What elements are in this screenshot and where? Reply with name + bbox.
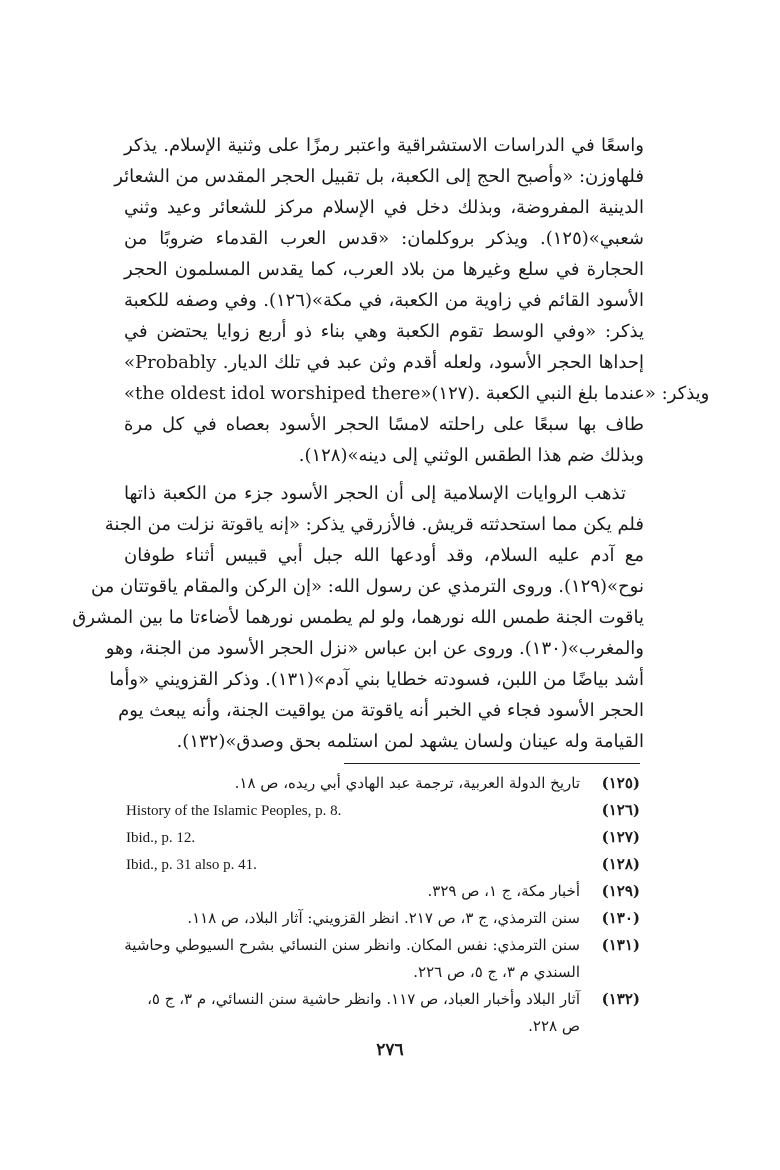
text-line: وبذلك ضم هذا الطقس الوثني إلى دينه»(١٢٨).: [298, 445, 644, 466]
footnote-number: (١٢٦): [601, 801, 640, 819]
text-line: يذكر: «وفي الوسط تقوم الكعبة وهي بناء ذو أربع زوايا يحتضن في: [124, 321, 644, 342]
text-line: ياقوت الجنة طمس الله نورهما، ولو لم يطمس نورهما لأضاءتا ما بين المشرق: [72, 607, 644, 628]
text-line: فلهاوزن: «وأصبح الحج إلى الكعبة، بل تقبيل الحجر المقدس من الشعائر: [114, 166, 644, 187]
text-line: إحداها الحجر الأسود، ولعله أقدم وثن عبد في تلك الديار. Probably»: [124, 352, 644, 373]
footnote-text: History of the Islamic Peoples, p. 8.: [126, 803, 342, 819]
footnote-number: (١٣٠): [601, 909, 640, 927]
footnote-text: تاريخ الدولة العربية، ترجمة عبد الهادي أبي ريده، ص ١٨.: [234, 774, 580, 792]
text-line: مع آدم عليه السلام، وقد أودعها الله جبل أبي قبيس أثناء طوفان: [124, 545, 644, 566]
text-line: واسعًا في الدراسات الاستشراقية واعتبر رمزًا على وثنية الإسلام. يذكر: [124, 135, 644, 156]
text-line: والمغرب»(١٣٠). وروى عن ابن عباس «نزل الحجر الأسود من الجنة، وهو: [105, 638, 644, 659]
footnote: [126, 770, 640, 797]
text-line: الحجر الأسود فجاء في الخبر أنه ياقوتة من يواقيت الجنة، وأنه يبعث يوم: [118, 700, 644, 721]
footnote-text: Ibid., p. 12.: [126, 830, 196, 846]
footnote-separator: [344, 763, 640, 764]
footnote-continuation: [126, 959, 640, 986]
footnote-text: Ibid., p. 31 also p. 41.: [126, 857, 257, 873]
footnote: [126, 932, 640, 959]
footnote: [126, 824, 640, 851]
footnote-text: ص ٢٢٨.: [528, 1017, 580, 1035]
footnote-text: سنن الترمذي، ج ٣، ص ٢١٧. انظر القزويني: آثار البلاد، ص ١١٨.: [187, 909, 580, 927]
footnotes: [126, 770, 640, 1040]
footnote: [126, 851, 640, 878]
footnote-text: السندي م ٣، ج ٥، ص ٢٢٦.: [413, 963, 580, 981]
footnote-number: (١٢٩): [601, 882, 640, 900]
paragraph-1: [114, 130, 710, 471]
text-line: نوح»(١٢٩). وروى الترمذي عن رسول الله: «إن الركن والمقام ياقوتتان من: [90, 576, 644, 597]
footnote: [126, 905, 640, 932]
text-line: طاف بها سبعًا على راحلته لامسًا الحجر الأسود بعصاه في كل مرة: [124, 414, 644, 435]
text-line: الأسود القائم في زاوية من الكعبة، في مكة»(١٢٦). وفي وصفه للكعبة: [124, 290, 645, 311]
footnote-number: (١٣١): [601, 936, 640, 954]
footnote-text: أخبار مكة، ج ١، ص ٣٢٩.: [427, 882, 580, 900]
footnote-continuation: [126, 1013, 640, 1040]
page-number: ٢٧٦: [376, 1040, 404, 1060]
footnote-number: (١٢٥): [601, 774, 640, 792]
footnote: [126, 797, 640, 824]
footnote: [126, 986, 640, 1013]
text-line: الحجارة في سلع وغيرها من بلاد العرب، كما يقدس المسلمون الحجر: [124, 259, 644, 280]
text-line: شعبي»(١٢٥). ويذكر بروكلمان: «قدس العرب القدماء ضروبًا من: [124, 228, 644, 249]
text-line: الدينية المفروضة، وبذلك دخل في الإسلام مركز للشعائر وعيد وثني: [124, 197, 644, 218]
footnote-text: سنن الترمذي: نفس المكان. وانظر سنن النسائي بشرح السيوطي وحاشية: [124, 936, 580, 954]
text-line: تذهب الروايات الإسلامية إلى أن الحجر الأسود جزء من الكعبة ذاتها: [124, 483, 626, 504]
footnote-number: (١٢٨): [601, 855, 640, 873]
text-line: فلم يكن مما استحدثته قريش. فالأزرقي يذكر: «إنه ياقوتة نزلت من الجنة: [104, 514, 644, 535]
text-line: «the oldest idol worshiped there»(١٢٧). ويذكر: «عندما بلغ النبي الكعبة: [124, 383, 710, 404]
footnote: [126, 878, 640, 905]
text-line: أشد بياضًا من اللبن، فسودته خطايا بني آدم»(١٣١). وذكر القزويني «وأما: [109, 669, 644, 690]
paragraph-2: [72, 478, 644, 757]
footnote-text: آثار البلاد وأخبار العباد، ص ١١٧. وانظر حاشية سنن النسائي، م ٣، ج ٥،: [147, 990, 580, 1008]
text-line: القيامة وله عينان ولسان يشهد لمن استلمه بحق وصدق»(١٣٢).: [176, 731, 644, 752]
footnote-number: (١٢٧): [601, 828, 640, 846]
footnote-number: (١٣٢): [601, 990, 640, 1008]
